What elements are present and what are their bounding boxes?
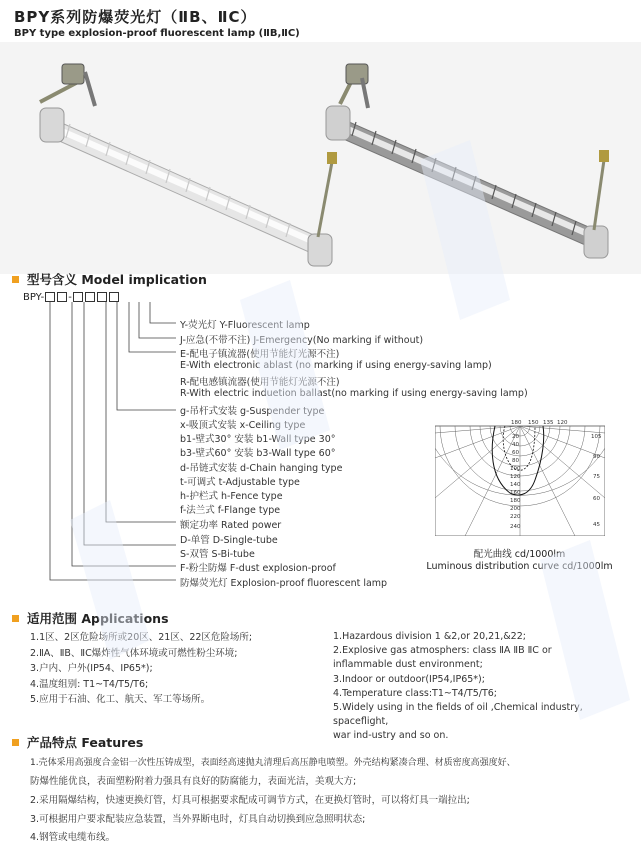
- model-line: E-With electronic ablast (no marking if using energy-saving lamp): [180, 360, 492, 371]
- svg-text:120: 120: [510, 474, 521, 480]
- feature-item: 2.采用隔爆结构，快速更换灯管，灯具可根据要求配成可调节方式，在更换灯管时，可以将灯具一端拉出;: [30, 795, 470, 806]
- svg-text:160: 160: [510, 490, 521, 496]
- applications-en: 1.Hazardous division 1 &2,or 20,21,&22; 2.Explosive gas atmosphers: class ⅡA ⅡB ⅡC or inflammable dust environment; 3.Indoor or outdoor(IP54,IP65*); 4.Temperature class:T1~T4/T5/T6; 5.Widely using in the fields of oil ,Chemical industry, spaceflight, war ind-ustry and so on.: [333, 631, 583, 742]
- model-line: Y-荧光灯 Y-Fluorescent lamp: [180, 320, 310, 331]
- svg-text:200: 200: [510, 506, 521, 512]
- svg-text:220: 220: [510, 514, 521, 520]
- svg-text:150: 150: [528, 420, 539, 426]
- model-line: 防爆荧光灯 Explosion-proof fluorescent lamp: [180, 578, 388, 589]
- svg-text:105: 105: [591, 434, 602, 440]
- svg-text:120: 120: [557, 420, 568, 426]
- model-line: g-吊杆式安装 g-Suspender type: [180, 406, 325, 417]
- model-line: b1-壁式30° 安装 b1-Wall type 30°: [180, 434, 336, 445]
- svg-text:180: 180: [510, 498, 521, 504]
- luminous-distribution-chart: [435, 418, 605, 536]
- model-line: R-With electric induetion ballast(no marking if using energy-saving lamp): [180, 388, 528, 399]
- feature-item: 防爆性能优良，表面塑粉附着力强具有良好的防腐能力，表面光洁，美观大方;: [30, 776, 357, 787]
- model-line: F-粉尘防爆 F-dust explosion-proof: [180, 563, 336, 574]
- svg-text:45: 45: [593, 522, 600, 528]
- features-heading: 产品特点 Features: [12, 733, 143, 751]
- bullet-square-icon: [12, 739, 19, 746]
- model-line: h-护栏式 h-Fence type: [180, 491, 283, 502]
- svg-text:140: 140: [510, 482, 521, 488]
- page-subtitle: BPY type explosion-proof fluorescent lamp (ⅡB,ⅡC): [14, 28, 300, 39]
- svg-text:180: 180: [511, 420, 522, 426]
- chart-caption: 配光曲线 cd/1000lm Luminous distribution curve cd/1000lm: [426, 549, 613, 572]
- model-line: b3-壁式60° 安装 b3-Wall type 60°: [180, 448, 336, 459]
- svg-text:100: 100: [510, 466, 521, 472]
- model-line: E-配电子镇流器(使用节能灯光源不注): [180, 349, 340, 360]
- feature-item: 3.可根据用户要求配装应急装置，当外界断电时，灯具自动切换到应急照明状态;: [30, 814, 366, 825]
- model-code: BPY- -: [23, 292, 120, 303]
- svg-text:60: 60: [593, 496, 600, 502]
- model-section-heading: 型号含义 Model implication: [12, 270, 207, 288]
- svg-text:40: 40: [512, 442, 519, 448]
- model-line: D-单管 D-Single-tube: [180, 535, 278, 546]
- svg-text:75: 75: [593, 474, 600, 480]
- feature-item: 1.壳体采用高强度合金铝一次性压铸成型，表面经高速抛丸清理后高压静电喷塑。外壳结构紧凑合理、材质密度高强度好、: [30, 758, 516, 768]
- applications-cn: 1.1区、2区危险场所或20区、21区、22区危险场所; 2.ⅡA、ⅡB、ⅡC爆炸性气体环境或可燃性粉尘环境; 3.户内、户外(IP54、IP65*); 4.温度组别: T1~T4/T5/T6; 5.应用于石油、化工、航天、军工等场所。: [30, 632, 253, 705]
- page-title: BPY系列防爆荧光灯（ⅡB、ⅡC）: [14, 8, 257, 26]
- model-line: J-应急(不带不注) J-Emergency(No marking if without): [180, 335, 424, 346]
- svg-text:90: 90: [593, 454, 600, 460]
- model-line: R-配电感镇流器(使用节能灯光源不注): [180, 377, 340, 388]
- model-line: S-双管 S-Bi-tube: [180, 549, 255, 560]
- model-line: f-法兰式 f-Flange type: [180, 505, 281, 516]
- model-line: t-可调式 t-Adjustable type: [180, 477, 300, 488]
- svg-text:135: 135: [543, 420, 554, 426]
- model-line: d-吊链式安装 d-Chain hanging type: [180, 463, 343, 474]
- feature-item: 4.钢管或电缆布线。: [30, 832, 116, 843]
- svg-text:20: 20: [512, 434, 519, 440]
- svg-text:240: 240: [510, 524, 521, 530]
- model-line: 额定功率 Rated power: [180, 520, 282, 531]
- applications-heading: 适用范围 Applications: [12, 609, 169, 627]
- bullet-square-icon: [12, 615, 19, 622]
- svg-text:80: 80: [512, 458, 519, 464]
- svg-text:60: 60: [512, 450, 519, 456]
- model-line: x-吸顶式安装 x-Ceiling type: [180, 420, 306, 431]
